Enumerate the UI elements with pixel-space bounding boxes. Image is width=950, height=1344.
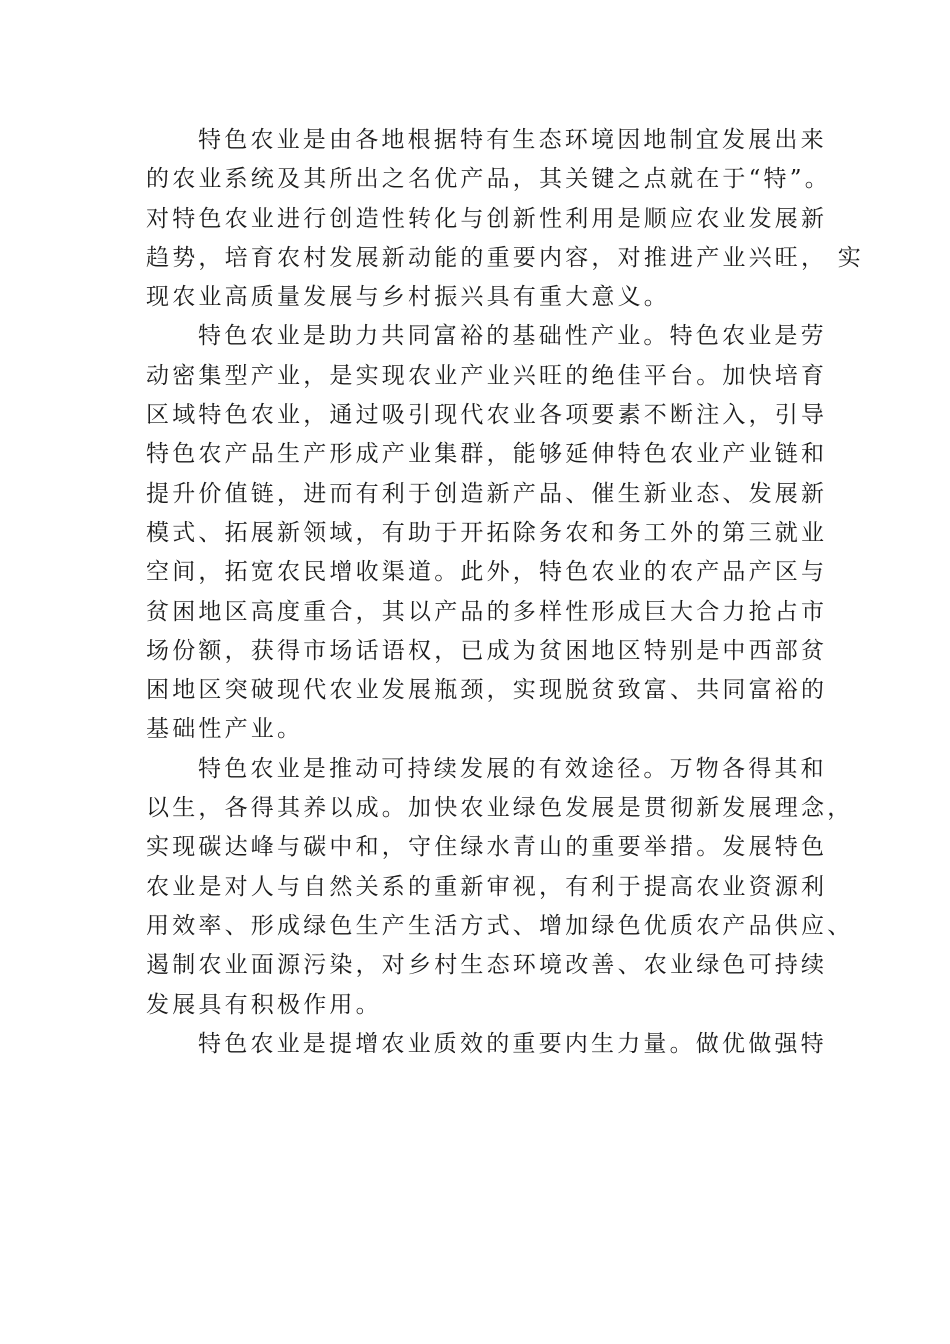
text-line: 贫困地区高度重合，其以产品的多样性形成巨大合力抢占市 bbox=[146, 598, 828, 625]
text-line: 提升价值链，进而有利于创造新产品、催生新业态、发展新 bbox=[146, 480, 828, 507]
text-line: 现农业高质量发展与乡村振兴具有重大意义。 bbox=[146, 284, 670, 311]
paragraph-3 bbox=[146, 750, 854, 1025]
text-line: 趋势，培育农村发展新动能的重要内容，对推进产业兴旺， 实 bbox=[146, 244, 864, 271]
paragraph-4 bbox=[146, 1025, 836, 1064]
text-line: 实现碳达峰与碳中和，守住绿水青山的重要举措。发展特色 bbox=[146, 834, 828, 861]
text-line: 模式、拓展新领域，有助于开拓除务农和务工外的第三就业 bbox=[146, 519, 828, 546]
text-line: 用效率、形成绿色生产生活方式、增加绿色优质农产品供应、 bbox=[146, 912, 854, 939]
text-line: 特色农业是由各地根据特有生态环境因地制宜发展出来 bbox=[198, 127, 827, 153]
text-line: 对特色农业进行创造性转化与创新性利用是顺应农业发展新 bbox=[146, 205, 828, 232]
paragraph-1 bbox=[146, 121, 864, 317]
text-line: 发展具有积极作用。 bbox=[146, 991, 382, 1018]
document-body bbox=[146, 121, 864, 1064]
text-line: 特色农业是推动可持续发展的有效途径。万物各得其和 bbox=[198, 755, 827, 782]
text-line: 场份额，获得市场话语权，已成为贫困地区特别是中西部贫 bbox=[146, 637, 828, 664]
text-line: 的农业系统及其所出之名优产品，其关键之点就在于“特”。 bbox=[146, 166, 831, 193]
text-line: 动密集型产业，是实现农业产业兴旺的绝佳平台。加快培育 bbox=[146, 362, 828, 389]
text-line: 遏制农业面源污染，对乡村生态环境改善、农业绿色可持续 bbox=[146, 952, 828, 979]
paragraph-2 bbox=[146, 317, 836, 749]
text-line: 困地区突破现代农业发展瓶颈，实现脱贫致富、共同富裕的 bbox=[146, 677, 828, 704]
text-line: 以生，各得其养以成。加快农业绿色发展是贯彻新发展理念， bbox=[146, 795, 854, 822]
text-line: 特色农业是提增农业质效的重要内生力量。做优做强特 bbox=[198, 1030, 827, 1057]
text-line: 空间，拓宽农民增收渠道。此外，特色农业的农产品产区与 bbox=[146, 559, 828, 586]
text-line: 基础性产业。 bbox=[146, 716, 304, 743]
text-line: 区域特色农业，通过吸引现代农业各项要素不断注入，引导 bbox=[146, 402, 828, 429]
text-line: 农业是对人与自然关系的重新审视，有利于提高农业资源利 bbox=[146, 873, 828, 900]
text-line: 特色农业是助力共同富裕的基础性产业。特色农业是劳 bbox=[198, 323, 827, 350]
text-line: 特色农产品生产形成产业集群，能够延伸特色农业产业链和 bbox=[146, 441, 828, 468]
